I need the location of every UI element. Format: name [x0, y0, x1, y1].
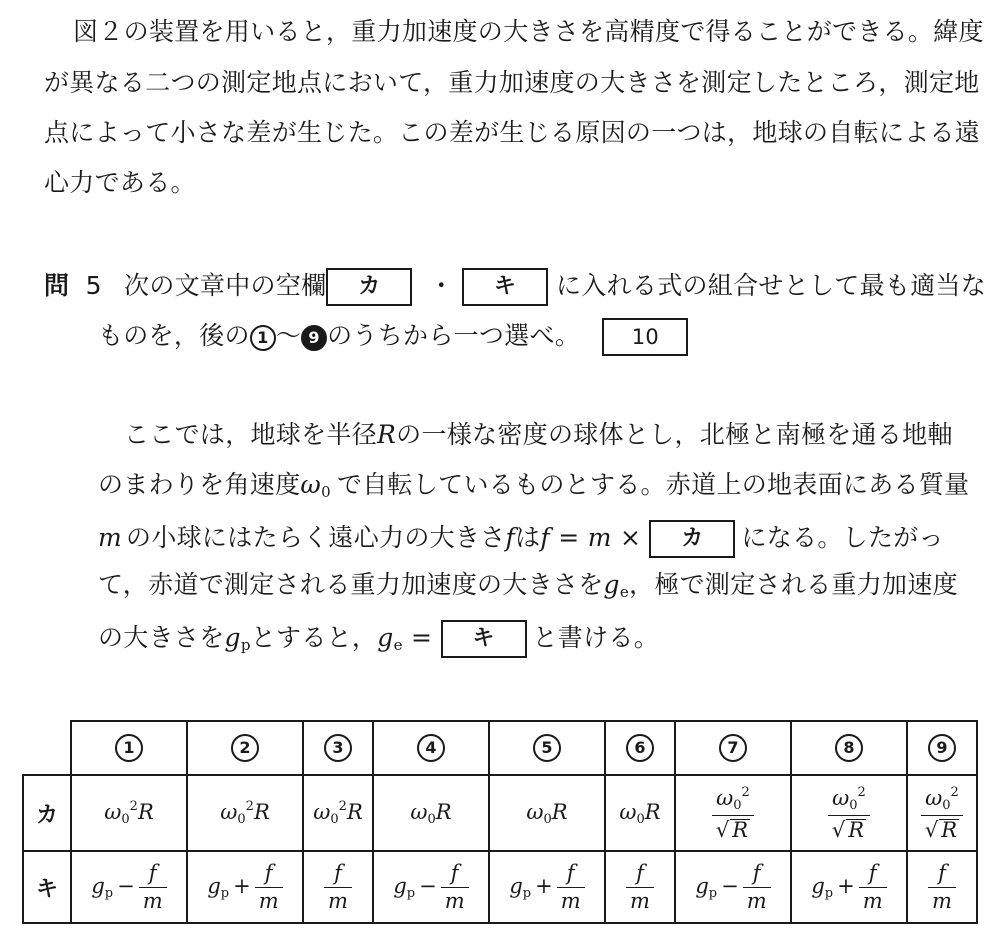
- choice-number: 5: [533, 734, 561, 762]
- choice-number: 7: [719, 734, 747, 762]
- ki-cell-7: gp − $\frac{f}{m}$: [675, 851, 791, 923]
- var-R: R: [377, 420, 397, 449]
- passage-text: で自転しているものとする。赤道上の地表面にある質量: [336, 470, 970, 499]
- separator-dot: ・: [428, 271, 454, 300]
- answer-number-box: 10: [602, 318, 688, 356]
- choice-header-6: [605, 721, 675, 775]
- passage-line-3: [98, 520, 944, 558]
- blank-ki-box: キ: [462, 268, 548, 306]
- var-g: g: [377, 623, 394, 652]
- passage-line-4: [98, 570, 958, 607]
- ka-cell-9: $\frac{\omega 0^2}{√ R}$: [907, 775, 977, 851]
- var-f: f: [505, 523, 516, 552]
- choice-number: 3: [324, 734, 352, 762]
- var-m: m: [98, 523, 123, 552]
- passage-text: ，極で測定される重力加速度: [629, 570, 958, 599]
- choice-header-4: [373, 721, 489, 775]
- header-row: [23, 721, 977, 775]
- question-line-1: [44, 268, 986, 306]
- question-line2-after: のうちから一つ選べ。: [327, 321, 581, 350]
- ka-cell-6: ω0R: [605, 775, 675, 851]
- choice-number: 4: [417, 734, 445, 762]
- intro-line-4: 心力である。: [44, 168, 196, 197]
- row-ki-label: キ: [23, 851, 71, 923]
- question-line2-before: ものを，後の: [98, 321, 250, 350]
- subscript-e: e: [393, 636, 403, 654]
- intro-line-1: 図２の装置を用いると，重力加速度の大きさを高精度で得ることができる。緯度: [73, 17, 984, 46]
- ki-cell-4: gp − $\frac{f}{m}$: [373, 851, 489, 923]
- question-text-after: に入れる式の組合せとして最も適当な: [556, 271, 987, 300]
- question-label: 問: [44, 271, 70, 300]
- passage-text: の大きさを: [98, 623, 225, 652]
- blank-ka-box: カ: [326, 268, 412, 306]
- row-ka: [23, 775, 977, 851]
- subscript-e: e: [619, 583, 630, 601]
- blank-ki-inline: キ: [441, 620, 527, 658]
- ka-cell-8: $\frac{\omega 0^2}{√ R}$: [791, 775, 907, 851]
- question-line-2: [98, 318, 688, 356]
- question-number: 5: [85, 271, 102, 300]
- ka-cell-3: $\omega 0^2R$: [303, 775, 373, 851]
- var-g: g: [603, 570, 620, 599]
- passage-text: になる。したがっ: [741, 523, 944, 552]
- ki-cell-1: gp − $\frac{f}{m}$: [71, 851, 187, 923]
- choice-header-7: [675, 721, 791, 775]
- equals-sign: =: [411, 623, 433, 652]
- choice-header-1: [71, 721, 187, 775]
- ka-cell-5: ω0R: [489, 775, 605, 851]
- range-tilde: 〜: [275, 321, 302, 350]
- passage-text: て，赤道で測定される重力加速度の大きさを: [98, 570, 604, 599]
- row-ki: [23, 851, 977, 923]
- choice-number: 8: [835, 734, 863, 762]
- ki-cell-9: $\frac{f}{m}$: [907, 851, 977, 923]
- passage-line-5: [98, 620, 659, 660]
- passage-text: ここでは，地球を半径: [124, 420, 378, 449]
- choice-number: 6: [626, 734, 654, 762]
- passage-text: の小球にはたらく遠心力の大きさ: [126, 523, 506, 552]
- passage-text: の一様な密度の球体とし，北極と南極を通る地軸: [396, 420, 953, 449]
- choice-number: 1: [115, 734, 143, 762]
- ki-cell-3: $\frac{f}{m}$: [303, 851, 373, 923]
- ki-cell-6: $\frac{f}{m}$: [605, 851, 675, 923]
- intro-line-2: が異なる二つの測定地点において，重力加速度の大きさを測定したところ，測定地: [44, 68, 980, 97]
- question-text-before: 次の文章中の空欄: [124, 271, 327, 300]
- choice-header-3: [303, 721, 373, 775]
- choice-first-marker: 1: [250, 325, 276, 351]
- ki-cell-8: gp + $\frac{f}{m}$: [791, 851, 907, 923]
- choice-last-marker: 9: [301, 325, 327, 351]
- passage-text: のまわりを角速度: [98, 470, 301, 499]
- subscript-p: p: [240, 636, 251, 654]
- corner-cell: [23, 721, 71, 775]
- blank-ka-inline: カ: [649, 520, 735, 558]
- choice-header-5: [489, 721, 605, 775]
- choice-header-8: [791, 721, 907, 775]
- ki-cell-2: gp + $\frac{f}{m}$: [187, 851, 303, 923]
- ka-cell-2: $\omega 0^2R$: [187, 775, 303, 851]
- equation-f: f = m ×: [540, 523, 642, 552]
- choice-number: 2: [231, 734, 259, 762]
- var-g: g: [224, 623, 241, 652]
- passage-text: とすると，: [250, 623, 378, 652]
- choice-number: 9: [928, 734, 956, 762]
- choices-table: [22, 720, 978, 924]
- ka-cell-4: ω0R: [373, 775, 489, 851]
- ka-cell-7: $\frac{\omega 0^2}{√ R}$: [675, 775, 791, 851]
- ki-cell-5: gp + $\frac{f}{m}$: [489, 851, 605, 923]
- choice-header-9: [907, 721, 977, 775]
- passage-text: は: [515, 523, 541, 552]
- var-omega: ω: [300, 470, 322, 499]
- subscript-0: 0: [321, 483, 331, 501]
- ka-cell-1: $\omega 0^2R$: [71, 775, 187, 851]
- passage-line-2: [98, 470, 969, 507]
- intro-line-3: 点によって小さな差が生じた。この差が生じる原因の一つは，地球の自転による遠: [44, 118, 981, 147]
- passage-text: と書ける。: [532, 623, 660, 652]
- choice-header-2: [187, 721, 303, 775]
- passage-line-1: [124, 420, 953, 450]
- row-ka-label: カ: [23, 775, 71, 851]
